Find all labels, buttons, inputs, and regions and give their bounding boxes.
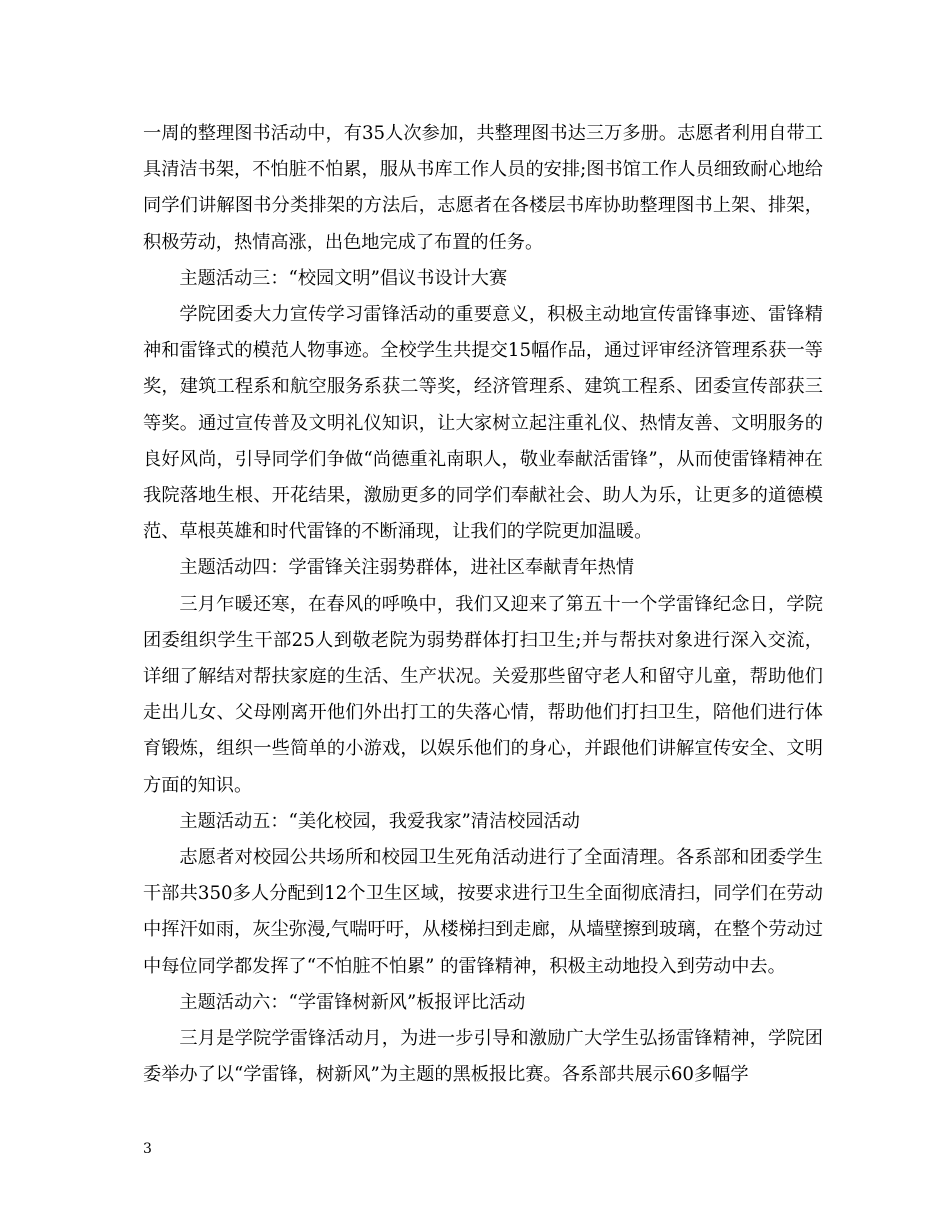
heading-activity-5: 主题活动五：“美化校园，我爱我家”清洁校园活动 — [179, 810, 580, 832]
paragraph-activity-6: 三月是学院学雷锋活动月，为进一步引导和激励广大学生弘扬雷锋精神，学院团委举办了以“学雷锋，树新风”为主题的黑板报比赛。各系部共展示60多幅学 — [143, 1028, 823, 1086]
paragraph-activity-3: 学院团委大力宣传学习雷锋活动的重要意义，积极主动地宣传雷锋事迹、雷锋精神和雷锋式的模范人物事迹。全校学生共提交15幅作品，通过评审经济管理系获一等奖，建筑工程系和航空服务系获二等奖，经济管理系、建筑工程系、团委宣传部获三等奖。通过宣传普及文明礼仪知识，让大家树立起注重礼仪、热情友善、文明服务的良好风尚，引导同学们争做“尚德重礼南职人，敬业奉献活雷锋”，从而使雷锋精神在我院落地生根、开花结果，激励更多的同学们奉献社会、助人为乐，让更多的道德模范、草根英雄和时代雷锋的不断涌现，让我们的学院更加温暖。 — [143, 304, 823, 543]
heading-activity-4: 主题活动四：学雷锋关注弱势群体，进社区奉献青年热情 — [179, 557, 635, 579]
body-text — [143, 116, 823, 1093]
paragraph-continuation: 一周的整理图书活动中，有35人次参加，共整理图书达三万多册。志愿者利用自带工具清洁书架，不怕脏不怕累，服从书库工作人员的安排;图书馆工作人员细致耐心地给同学们讲解图书分类排架的方法后，志愿者在各楼层书库协助整理图书上架、排架，积极劳动，热情高涨，出色地完成了布置的任务。 — [143, 123, 823, 253]
paragraph-activity-4: 三月乍暖还寒，在春风的呼唤中，我们又迎来了第五十一个学雷锋纪念日，学院团委组织学生干部25人到敬老院为弱势群体打扫卫生;并与帮扶对象进行深入交流，详细了解结对帮扶家庭的生活、生产状况。关爱那些留守老人和留守儿童，帮助他们走出儿女、父母刚离开他们外出打工的失落心情，帮助他们打扫卫生，陪他们进行体育锻炼，组织一些简单的小游戏，以娱乐他们的身心，并跟他们讲解宣传安全、文明方面的知识。 — [143, 593, 823, 796]
heading-activity-3: 主题活动三：“校园文明”倡议书设计大赛 — [179, 267, 508, 289]
paragraph-activity-5: 志愿者对校园公共场所和校园卫生死角活动进行了全面清理。各系部和团委学生干部共350多人分配到12个卫生区域，按要求进行卫生全面彻底清扫，同学们在劳动中挥汗如雨，灰尘弥漫,气喘吁吁，从楼梯扫到走廊，从墙壁擦到玻璃，在整个劳动过中每位同学都发挥了“不怕脏不怕累” 的雷锋精神，积极主动地投入到劳动中去。 — [143, 847, 823, 977]
heading-activity-6: 主题活动六：“学雷锋树新风”板报评比活动 — [179, 991, 526, 1013]
page-number: 3 — [143, 1141, 152, 1157]
